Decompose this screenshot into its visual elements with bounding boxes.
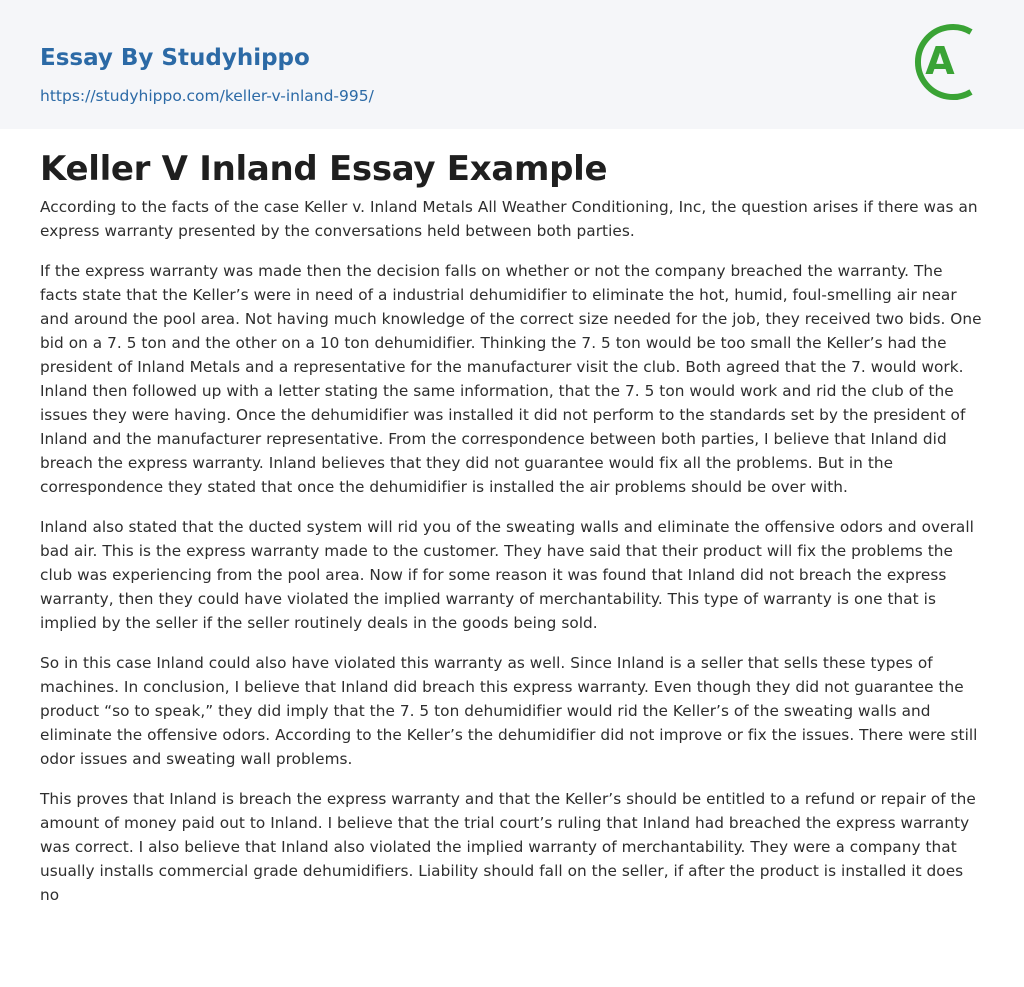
- page-title: Keller V Inland Essay Example: [40, 149, 608, 189]
- paragraph-2: If the express warranty was made then the decision falls on whether or not the company breached the warranty. The facts state that the Keller’s were in need of a industrial dehumidifier to eliminate the hot, humid, foul-smelling air near and around the pool area. Not having much knowledge of the correct size needed for the job, they received two bids. One bid on a 7. 5 ton and the other on a 10 ton dehumidifier. Thinking the 7. 5 ton would be too small the Keller’s had the president of Inland Metals and a representative for the manufacturer visit the club. Both agreed that the 7. would work. Inland then followed up with a letter stating the same information, that the 7. 5 ton would work and rid the club of the issues they were having. Once the dehumidifier was installed it did not perform to the standards set by the president of Inland and the manufacturer representative. From the correspondence between both parties, I believe that Inland did breach the express warranty. Inland believes that they did not guarantee would fix all the problems. But in the correspondence they stated that once the dehumidifier is installed the air problems should be over with.: [40, 262, 982, 496]
- site-title[interactable]: Essay By Studyhippo: [40, 45, 310, 71]
- source-url-link[interactable]: https://studyhippo.com/keller-v-inland-995/: [40, 87, 374, 105]
- article: [0, 147, 1024, 907]
- paragraph-5: This proves that Inland is breach the express warranty and that the Keller’s should be entitled to a refund or repair of the amount of money paid out to Inland. I believe that the trial court’s ruling that Inland had breached the express warranty was correct. I also believe that Inland also violated the implied warranty of merchantability. They were a company that usually installs commercial grade dehumidifiers. Liability should fall on the seller, if after the product is installed it does no: [40, 790, 976, 904]
- paragraph-3: Inland also stated that the ducted system will rid you of the sweating walls and eliminate the offensive odors and overall bad air. This is the express warranty made to the customer. They have said that their product will fix the problems the club was experiencing from the pool area. Now if for some reason it was found that Inland did not breach the express warranty, then they could have violated the implied warranty of merchantability. This type of warranty is one that is implied by the seller if the seller routinely deals in the goods being sold.: [40, 518, 974, 632]
- site-header: [0, 0, 1024, 129]
- studyhippo-logo-icon[interactable]: [912, 19, 986, 105]
- paragraph-1: According to the facts of the case Keller v. Inland Metals All Weather Conditioning, Inc, the question arises if there was an express warranty presented by the conversations held between both parties.: [40, 198, 978, 240]
- paragraph-4: So in this case Inland could also have violated this warranty as well. Since Inland is a seller that sells these types of machines. In conclusion, I believe that Inland did breach this express warranty. Even though they did not guarantee the product “so to speak,” they did imply that the 7. 5 ton dehumidifier would rid the Keller’s of the sweating walls and eliminate the offensive odors. According to the Keller’s the dehumidifier did not improve or fix the issues. There were still odor issues and sweating wall problems.: [40, 654, 978, 768]
- logo-letter: A: [925, 39, 955, 83]
